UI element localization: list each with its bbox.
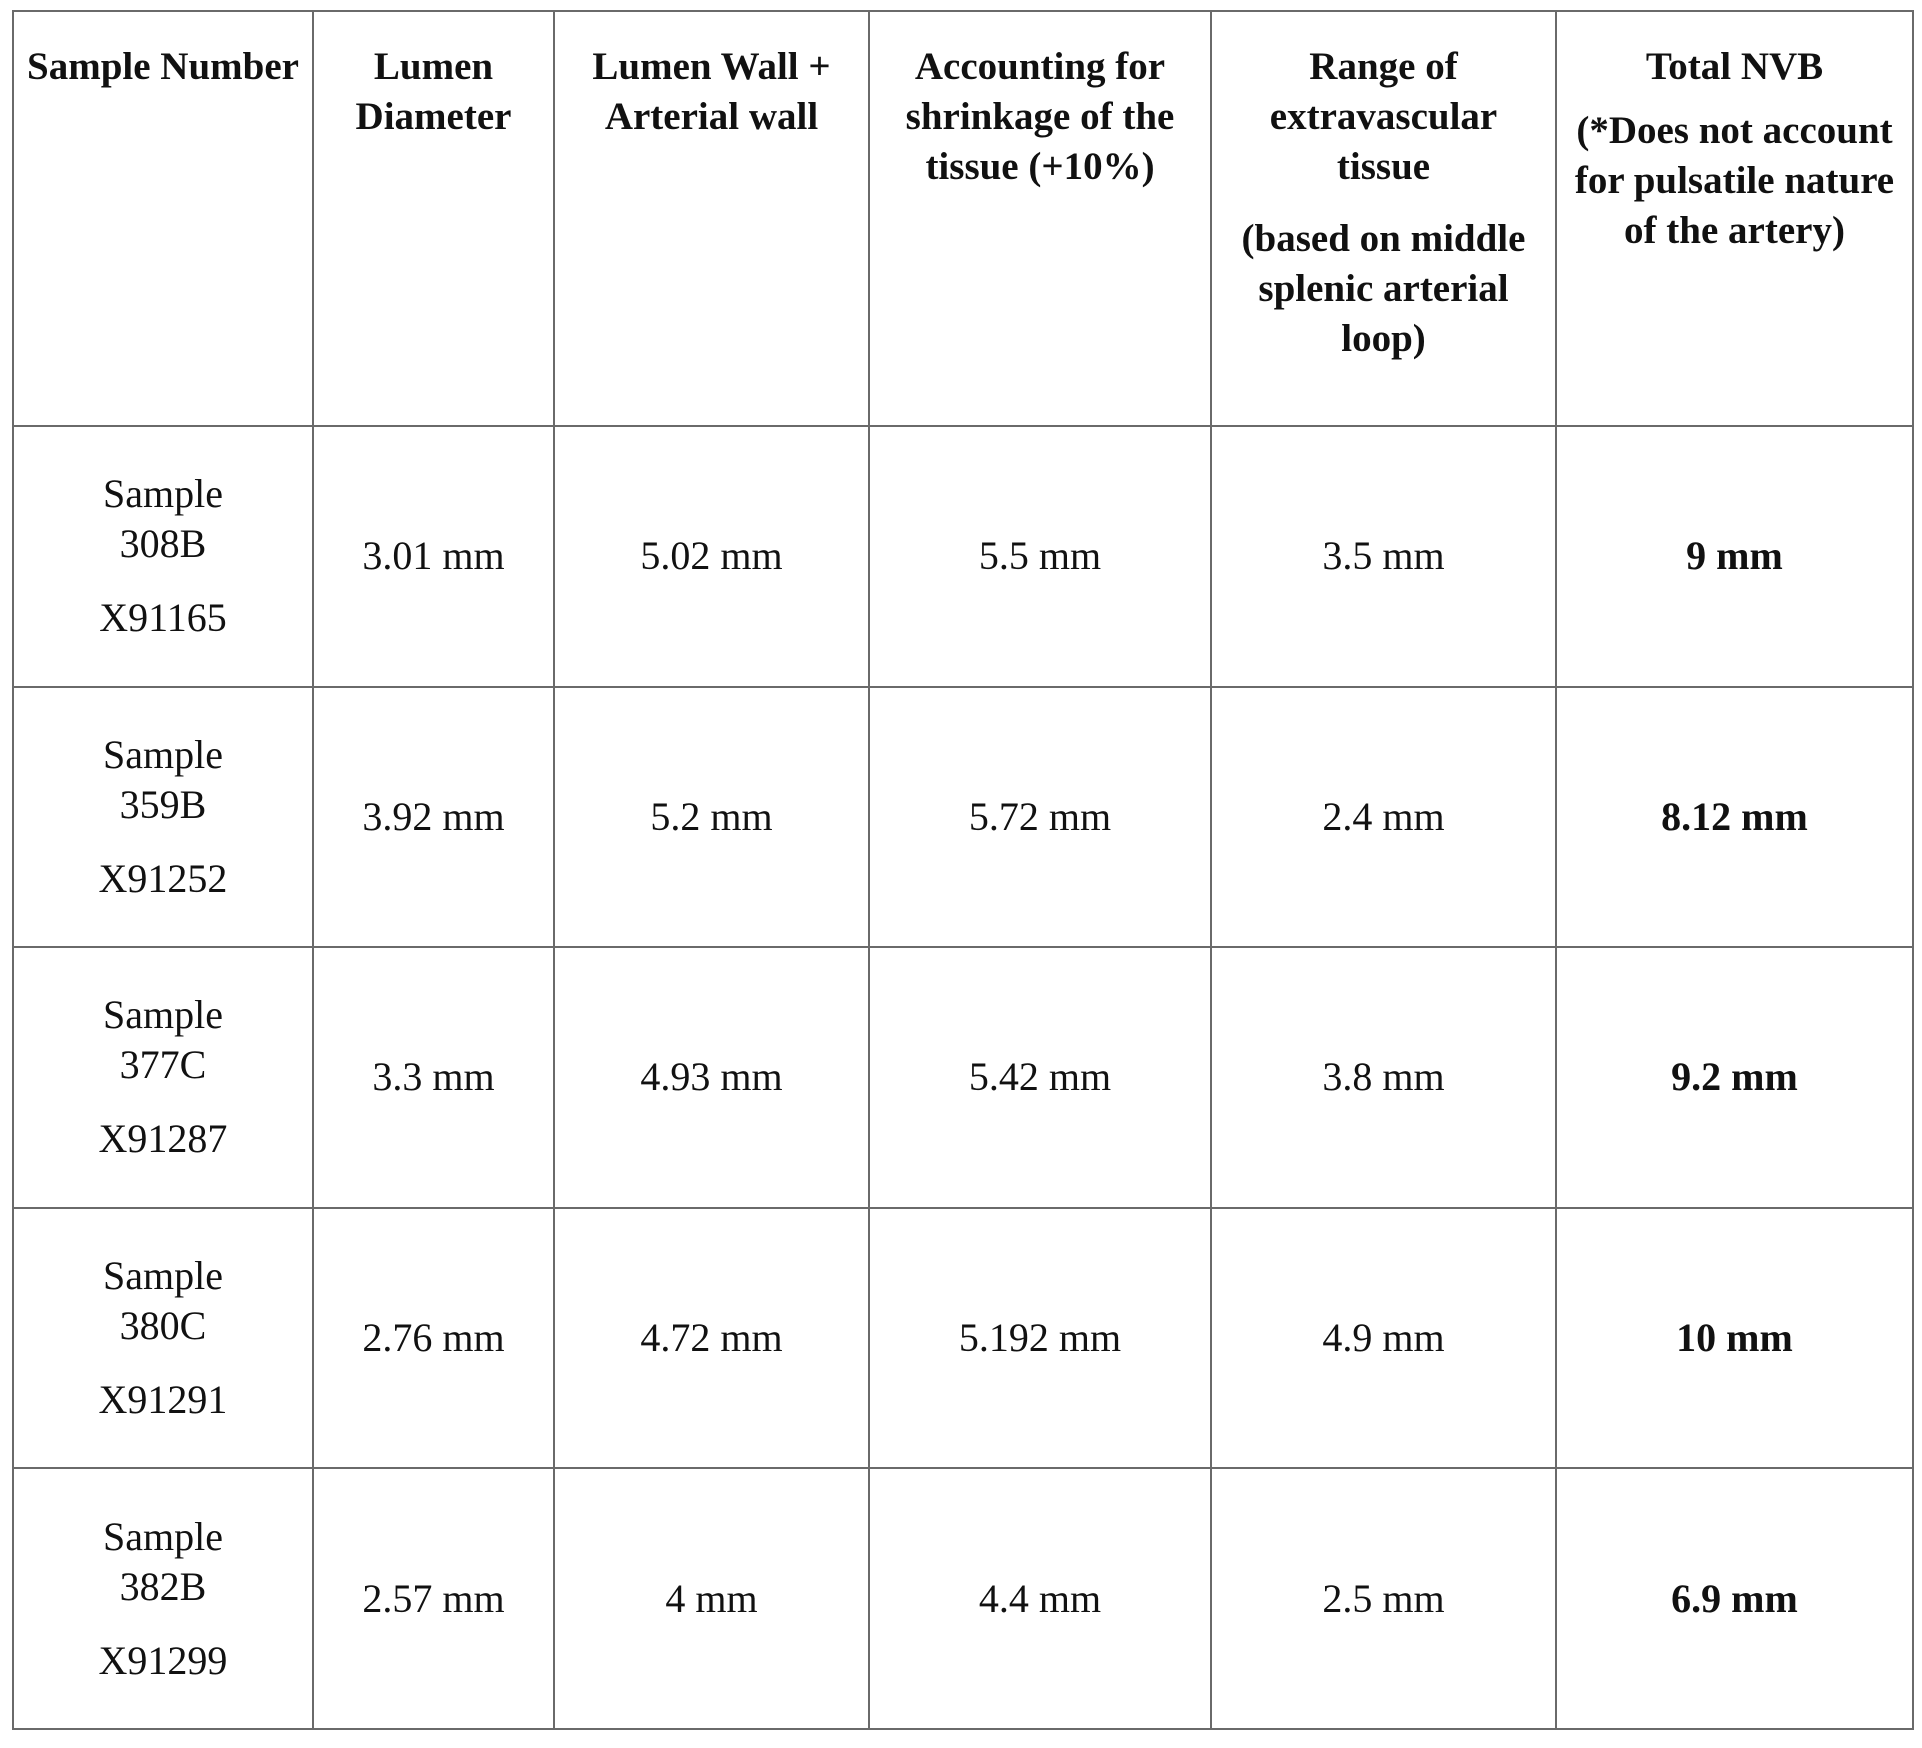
table-row [13, 947, 1913, 1208]
shrinkage-cell: 5.72 mm [869, 687, 1211, 948]
sample-id: X91299 [98, 1637, 228, 1683]
sample-cell [13, 947, 313, 1208]
table-row [13, 1468, 1913, 1729]
shrinkage-cell: 5.42 mm [869, 947, 1211, 1208]
sample-number: 380C [119, 1303, 207, 1349]
header-title: Lumen Wall + Arterial wall [592, 45, 831, 138]
sample-number: 308B [119, 521, 207, 567]
lumen-diameter-cell: 3.92 mm [313, 687, 554, 948]
header-row [13, 11, 1913, 426]
header-extravascular-range [1211, 11, 1556, 426]
header-total-nvb [1556, 11, 1913, 426]
measurement-table [12, 10, 1914, 1730]
sample-number: 382B [119, 1563, 207, 1609]
sample-number: 377C [119, 1042, 207, 1088]
lumen-wall-cell: 5.2 mm [554, 687, 869, 948]
sample-label: Sample [103, 1513, 223, 1559]
sample-id: X91291 [98, 1377, 228, 1423]
header-title: Lumen Diameter [355, 45, 512, 138]
sample-cell [13, 687, 313, 948]
header-note: (based on middle splenic arterial loop) [1241, 217, 1526, 360]
sample-label: Sample [103, 731, 223, 777]
total-nvb-cell: 6.9 mm [1556, 1468, 1913, 1729]
header-lumen-wall-arterial-wall [554, 11, 869, 426]
shrinkage-cell: 5.192 mm [869, 1208, 1211, 1469]
lumen-diameter-cell: 2.57 mm [313, 1468, 554, 1729]
sample-id: X91252 [98, 855, 228, 901]
header-title: Sample Number [27, 45, 299, 88]
header-lumen-diameter [313, 11, 554, 426]
sample-id: X91165 [99, 595, 227, 641]
lumen-wall-cell: 4.72 mm [554, 1208, 869, 1469]
header-title: Range of extravascular tissue [1269, 45, 1498, 188]
extravascular-cell: 3.5 mm [1211, 426, 1556, 687]
sample-label: Sample [103, 1253, 223, 1299]
total-nvb-cell: 9.2 mm [1556, 947, 1913, 1208]
extravascular-cell: 3.8 mm [1211, 947, 1556, 1208]
lumen-diameter-cell: 3.3 mm [313, 947, 554, 1208]
extravascular-cell: 2.4 mm [1211, 687, 1556, 948]
lumen-diameter-cell: 2.76 mm [313, 1208, 554, 1469]
sample-cell [13, 1208, 313, 1469]
table-row [13, 1208, 1913, 1469]
sample-cell [13, 1468, 313, 1729]
table-row [13, 426, 1913, 687]
table-row [13, 687, 1913, 948]
lumen-diameter-cell: 3.01 mm [313, 426, 554, 687]
sample-label: Sample [103, 992, 223, 1038]
total-nvb-cell: 10 mm [1556, 1208, 1913, 1469]
header-shrinkage [869, 11, 1211, 426]
total-nvb-cell: 9 mm [1556, 426, 1913, 687]
sample-label: Sample [103, 471, 223, 517]
shrinkage-cell: 4.4 mm [869, 1468, 1211, 1729]
shrinkage-cell: 5.5 mm [869, 426, 1211, 687]
sample-id: X91287 [98, 1116, 228, 1162]
extravascular-cell: 2.5 mm [1211, 1468, 1556, 1729]
header-title: Total NVB [1645, 45, 1824, 88]
lumen-wall-cell: 4 mm [554, 1468, 869, 1729]
header-title: Accounting for shrinkage of the tissue (+10%) [905, 45, 1175, 188]
sample-number: 359B [119, 781, 207, 827]
measurement-table-container [12, 10, 1912, 1730]
lumen-wall-cell: 4.93 mm [554, 947, 869, 1208]
sample-cell [13, 426, 313, 687]
header-note: (*Does not account for pulsatile nature of the artery) [1574, 109, 1895, 252]
extravascular-cell: 4.9 mm [1211, 1208, 1556, 1469]
lumen-wall-cell: 5.02 mm [554, 426, 869, 687]
header-sample-number [13, 11, 313, 426]
total-nvb-cell: 8.12 mm [1556, 687, 1913, 948]
